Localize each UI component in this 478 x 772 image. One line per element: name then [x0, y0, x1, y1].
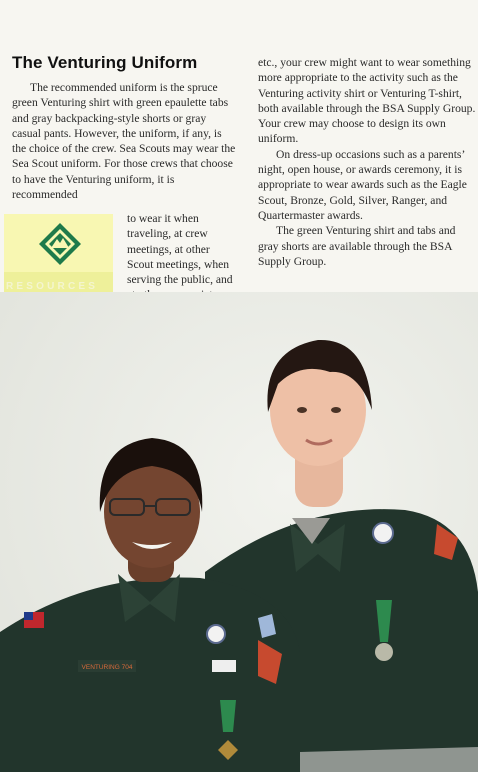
venturers-uniform-photo: [0, 292, 478, 772]
name-tag-text: VENTURING 704: [81, 664, 133, 671]
right-column: [258, 55, 476, 269]
paragraph-continued: to wear it when traveling, at crew meetings, at other Scout meetings, when serving the public, and: [127, 212, 233, 287]
article-title: The Venturing Uniform: [12, 53, 198, 72]
paragraph-availability: The green Venturing shirt and tabs and gray shorts are available through the BSA Supply Group.: [258, 224, 456, 268]
paragraph-intro: The recommended uniform is the spruce green Venturing shirt with green epaulette tabs and gray backpacking-style shorts or gray casual pants. However, the uniform, if any, is the choice of the crew. Sea Scouts may wear the Sea Scout uniform. For those crews that choose to have the Venturing uniform, it is recommended: [12, 81, 236, 202]
resources-label: RESOURCES: [4, 272, 113, 302]
venturing-logo-icon: [38, 222, 82, 266]
paragraph-activity: etc., your crew might want to wear something more appropriate to the activity such as the Venturing activity shirt or Venturing T-shirt, both available through the BSA Supply Group. Your crew may choose to design its own uniform.: [258, 56, 476, 146]
left-column: [12, 80, 236, 202]
paragraph-dress-up: On dress-up occasions such as a parents’ night, open house, or awards ceremony, it is appropriate to wear awards such as the Eagle Scout, Bronze, Gold, Silver, Ranger, and Quartermaster awards.: [258, 147, 467, 222]
